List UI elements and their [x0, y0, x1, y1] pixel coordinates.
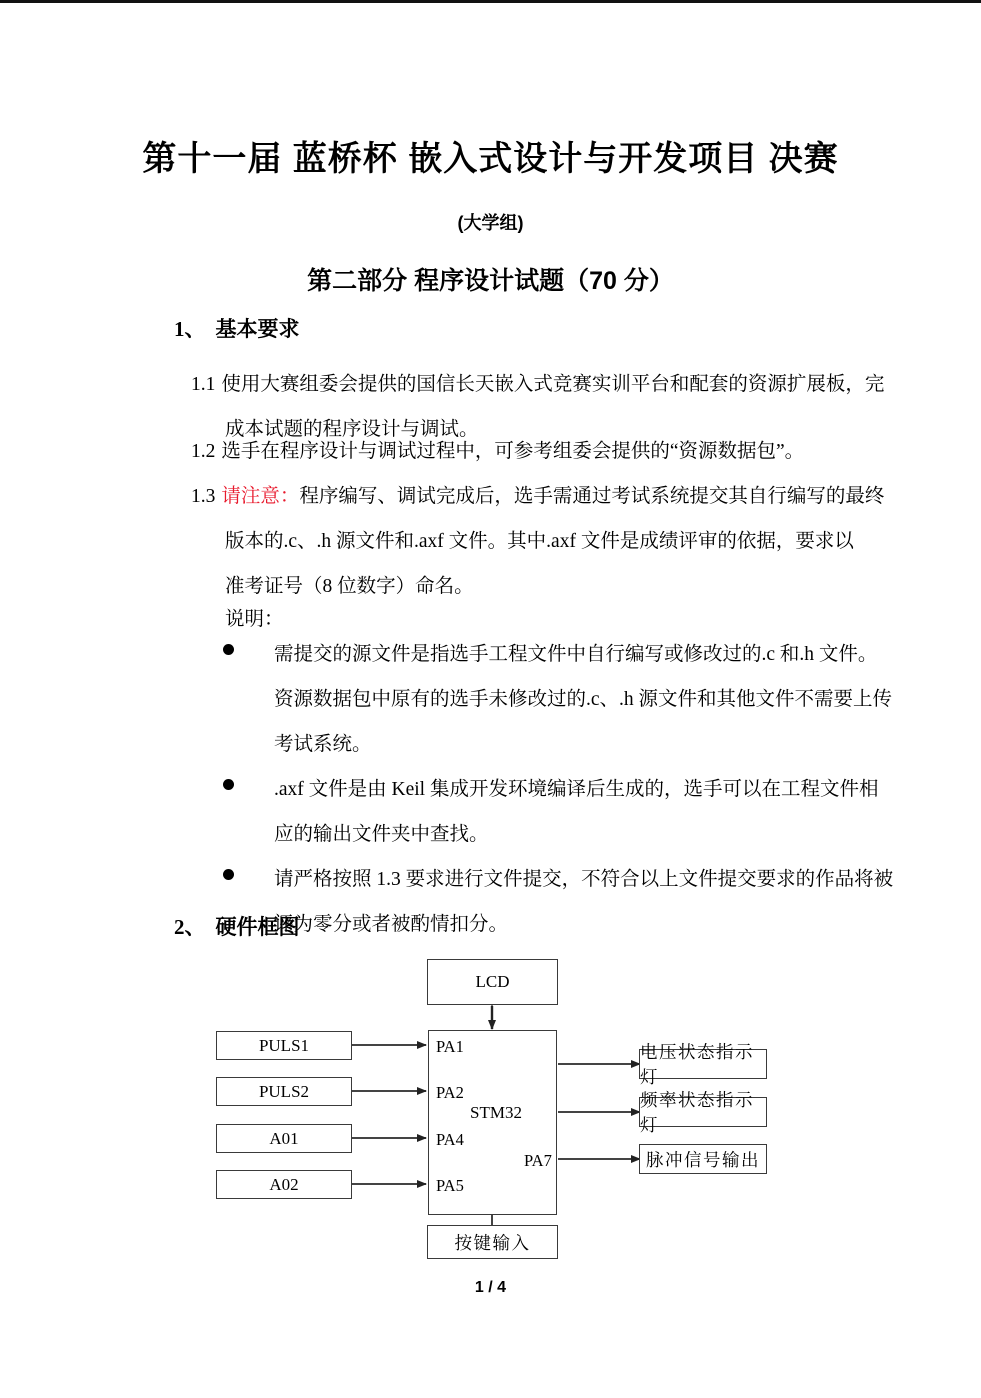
bullet-dot-icon: [223, 644, 234, 655]
bullet-dot-icon: [223, 779, 234, 790]
bullet-1-line-3: 考试系统。: [274, 734, 372, 755]
bullet-1-line-2: 资源数据包中原有的选手未修改过的.c、.h 源文件和其他文件不需要上传: [274, 689, 893, 710]
bullet-dot-icon: [223, 869, 234, 880]
diagram-box-lcd-label: LCD: [475, 972, 510, 991]
diagram-mcu-name: STM32: [470, 1103, 522, 1122]
diagram-box-frequency-indicator-label: 频率状态指示灯: [640, 1090, 754, 1135]
page-subtitle: (大学组): [457, 213, 524, 233]
section-2-label: 硬件框图: [215, 915, 300, 939]
page-part-title: 第二部分 程序设计试题（70 分）: [307, 267, 674, 295]
bullet-1-line-1: 需提交的源文件是指选手工程文件中自行编写或修改过的.c 和.h 文件。: [274, 644, 878, 665]
item-1-2-label: 1.2: [191, 441, 216, 462]
note-label: 说明：: [225, 609, 284, 630]
diagram-box-a02: [216, 1170, 352, 1199]
diagram-box-a01-label: A01: [269, 1128, 299, 1148]
diagram-box-puls1: [216, 1031, 352, 1060]
diagram-box-key-input-label: 按键输入: [454, 1232, 531, 1253]
item-1-3-line-3: 准考证号（8 位数字）命名。: [225, 576, 474, 597]
item-1-3-emphasis: 请注意：: [221, 486, 300, 507]
bullet-3-line-2: 评为零分或者被酌情扣分。: [274, 914, 509, 935]
diagram-pin-pa1: PA1: [436, 1037, 464, 1056]
diagram-pin-pa4: PA4: [436, 1130, 464, 1149]
item-1-3-label: 1.3: [191, 486, 216, 507]
bullet-2-line-2: 应的输出文件夹中查找。: [274, 824, 489, 845]
item-1-2-line-1: 选手在程序设计与调试过程中，可参考组委会提供的“资源数据包”。: [221, 441, 805, 462]
section-2-number: 2、: [174, 915, 206, 939]
item-1-3-line-2: 版本的.c、.h 源文件和.axf 文件。其中.axf 文件是成绩评审的依据，要求以: [225, 531, 854, 552]
diagram-pin-pa7: PA7: [524, 1151, 552, 1170]
item-1-3-line-1: 程序编写、调试完成后，选手需通过考试系统提交其自行编写的最终: [299, 486, 885, 507]
diagram-box-a02-label: A02: [269, 1174, 299, 1194]
diagram-box-key-input: [427, 1225, 558, 1259]
diagram-box-puls2-label: PULS2: [258, 1081, 310, 1101]
item-1-3: [191, 474, 885, 609]
page-footer: 1 / 4: [474, 1279, 507, 1296]
diagram-box-voltage-indicator: [639, 1042, 767, 1087]
diagram-box-pulse-output: [639, 1144, 767, 1174]
diagram-box-puls1-label: PULS1: [258, 1035, 310, 1055]
diagram-box-lcd: [427, 959, 558, 1005]
item-1-1-line-2: 成本试题的程序设计与调试。: [225, 419, 479, 440]
section-1-heading: [174, 313, 300, 343]
diagram-pin-pa5: PA5: [436, 1176, 464, 1195]
list-item: [223, 767, 879, 857]
list-item: [223, 857, 894, 947]
item-1-1-label: 1.1: [191, 374, 216, 395]
diagram-box-frequency-indicator: [639, 1090, 767, 1135]
item-1-2: [191, 429, 851, 474]
section-1-number: 1、: [174, 317, 206, 341]
bullet-2-line-1: .axf 文件是由 Keil 集成开发环境编译后生成的，选手可以在工程文件相: [274, 779, 879, 800]
diagram-pin-pa2: PA2: [436, 1083, 464, 1102]
diagram-box-pulse-output-label: 脉冲信号输出: [646, 1149, 760, 1170]
bullet-3-line-1: 请严格按照 1.3 要求进行文件提交，不符合以上文件提交要求的作品将被: [274, 869, 894, 890]
item-1-1-line-1: 使用大赛组委会提供的国信长天嵌入式竞赛实训平台和配套的资源扩展板，完: [221, 374, 885, 395]
list-item: [223, 632, 893, 767]
section-2-heading: [174, 911, 300, 941]
diagram-box-a01: [216, 1124, 352, 1153]
diagram-box-puls2: [216, 1077, 352, 1106]
section-1-label: 基本要求: [215, 317, 300, 341]
page-title: 第十一届 蓝桥杯 嵌入式设计与开发项目 决赛: [142, 140, 839, 178]
diagram-box-voltage-indicator-label: 电压状态指示灯: [640, 1042, 754, 1087]
